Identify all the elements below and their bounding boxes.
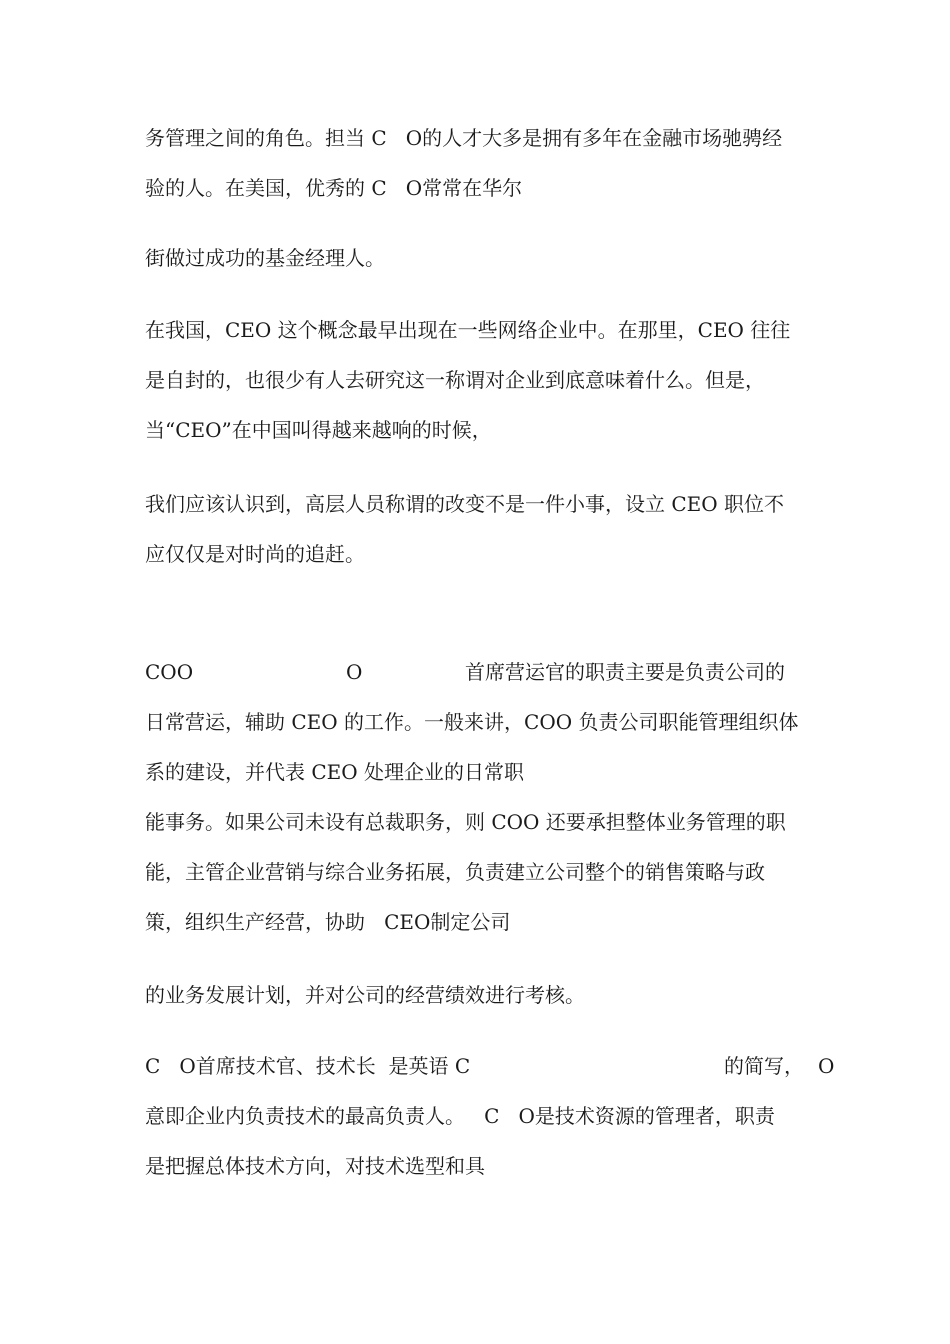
text-line: 验的人。在美国，优秀的 C O常常在华尔 bbox=[145, 176, 523, 200]
text-line: 是自封的，也很少有人去研究这一称谓对企业到底意味着什么。但是， bbox=[145, 368, 765, 392]
text-line: 应仅仅是对时尚的追赶。 bbox=[145, 542, 365, 566]
text-line: 能，主管企业营销与综合业务拓展，负责建立公司整个的销售策略与政 bbox=[145, 860, 765, 884]
text-fragment: O bbox=[346, 660, 363, 684]
text-line: 在我国，CEO 这个概念最早出现在一些网络企业中。在那里，CEO 往往 bbox=[145, 318, 791, 342]
text-line: 当“CEO”在中国叫得越来越响的时候， bbox=[145, 418, 492, 442]
text-fragment: 首席营运官的职责主要是负责公司的 bbox=[465, 660, 785, 684]
text-line: 日常营运，辅助 CEO 的工作。一般来讲，COO 负责公司职能管理组织体 bbox=[145, 710, 799, 734]
text-line: 务管理之间的角色。担当 C O的人才大多是拥有多年在金融市场驰骋经 bbox=[145, 126, 783, 150]
text-line: 是把握总体技术方向，对技术选型和具 bbox=[145, 1154, 485, 1178]
text-line: 策，组织生产经营，协助 CEO制定公司 bbox=[145, 910, 511, 934]
text-line: 系的建设，并代表 CEO 处理企业的日常职 bbox=[145, 760, 525, 784]
text-fragment: 的简写， bbox=[724, 1054, 804, 1078]
text-line: 的业务发展计划，并对公司的经营绩效进行考核。 bbox=[145, 983, 585, 1007]
text-line: 街做过成功的基金经理人。 bbox=[145, 246, 385, 270]
text-line: 我们应该认识到，高层人员称谓的改变不是一件小事，设立 CEO 职位不 bbox=[145, 492, 785, 516]
text-fragment: COO bbox=[145, 660, 194, 684]
text-fragment: O bbox=[818, 1054, 835, 1078]
text-fragment: C O首席技术官、技术长 是英语 C bbox=[145, 1054, 471, 1078]
text-line: 意即企业内负责技术的最高负责人。 C O是技术资源的管理者，职责 bbox=[145, 1104, 775, 1128]
text-line: 能事务。如果公司未设有总裁职务，则 COO 还要承担整体业务管理的职 bbox=[145, 810, 786, 834]
